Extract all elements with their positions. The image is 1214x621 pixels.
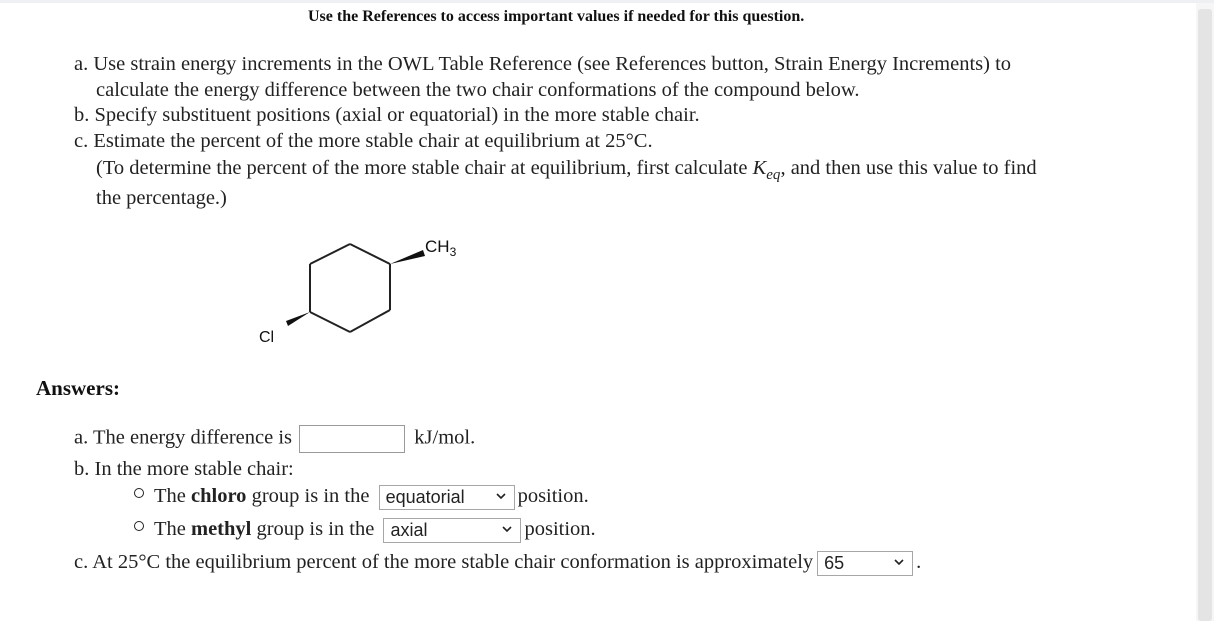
methyl-group-label: methyl	[191, 518, 252, 541]
question-c-note	[96, 155, 1037, 188]
circle-bullet-icon	[134, 521, 144, 531]
top-border	[0, 0, 1214, 3]
wedge-bond-ch3	[390, 250, 425, 264]
wedge-bond-cl	[286, 312, 310, 326]
percent-value: 65	[824, 553, 845, 573]
answer-b2-row	[134, 518, 596, 543]
chloro-position-value: equatorial	[385, 487, 465, 507]
answer-c-label: c. At 25°C the equilibrium percent of the more stable chair conformation is approximately	[74, 551, 814, 574]
question-a-line1: a. Use strain energy increments in the OWL Table Reference (see References button, Strain Energy Increments) to	[74, 53, 1012, 75]
cyclohexane-structure	[250, 228, 480, 348]
answer-b-intro: b. In the more stable chair:	[74, 458, 294, 480]
answer-b1-row	[134, 485, 589, 510]
b2-mid: group is in the	[251, 518, 375, 541]
methyl-position-value: axial	[390, 520, 428, 540]
chloro-group-label: chloro	[191, 485, 247, 508]
circle-bullet-icon	[134, 488, 144, 498]
c-note-text-after: , and then use this value to find	[780, 157, 1037, 179]
references-note: Use the References to access important values if needed for this question.	[308, 8, 805, 25]
methyl-label: $CH_3$	[425, 237, 457, 259]
keq-base: K	[752, 157, 767, 179]
b1-mid: group is in the	[246, 485, 370, 508]
keq-subscript: eq	[766, 167, 781, 183]
ring-bond	[310, 312, 350, 332]
answer-c-suffix: .	[916, 551, 922, 574]
chloro-position-select[interactable]	[379, 485, 515, 510]
question-b: b. Specify substituent positions (axial or equatorial) in the more stable chair.	[74, 104, 700, 126]
c-note-text: (To determine the percent of the more stable chair at equilibrium, first calculate	[96, 157, 753, 179]
chevron-down-icon	[500, 522, 514, 536]
ring-bond	[350, 244, 390, 264]
keq-symbol	[752, 157, 781, 183]
b1-prefix: The	[154, 485, 191, 508]
chevron-down-icon	[892, 555, 906, 569]
answer-a-unit: kJ/mol.	[414, 426, 476, 449]
answer-a-row	[74, 425, 475, 453]
b1-suffix: position.	[517, 485, 589, 508]
question-a-line2: calculate the energy difference between the two chair conformations of the compound below.	[96, 79, 860, 101]
answer-c-row	[74, 551, 921, 576]
ring-bond	[350, 310, 390, 332]
energy-difference-input[interactable]	[299, 425, 405, 453]
question-c: c. Estimate the percent of the more stable chair at equilibrium at 25°C.	[74, 130, 653, 152]
vertical-scrollbar[interactable]	[1196, 3, 1214, 621]
answer-a-label: a. The energy difference is	[74, 426, 293, 449]
b2-suffix: position.	[524, 518, 596, 541]
methyl-position-select[interactable]	[383, 518, 521, 543]
chevron-down-icon	[494, 489, 508, 503]
ring-bond	[310, 244, 350, 264]
scrollbar-thumb[interactable]	[1198, 9, 1212, 621]
b2-prefix: The	[154, 518, 191, 541]
answers-heading: Answers:	[36, 376, 120, 400]
chloro-label: Cl	[259, 329, 275, 346]
question-c-note-line2: the percentage.)	[96, 187, 227, 209]
percent-select[interactable]	[817, 551, 913, 576]
